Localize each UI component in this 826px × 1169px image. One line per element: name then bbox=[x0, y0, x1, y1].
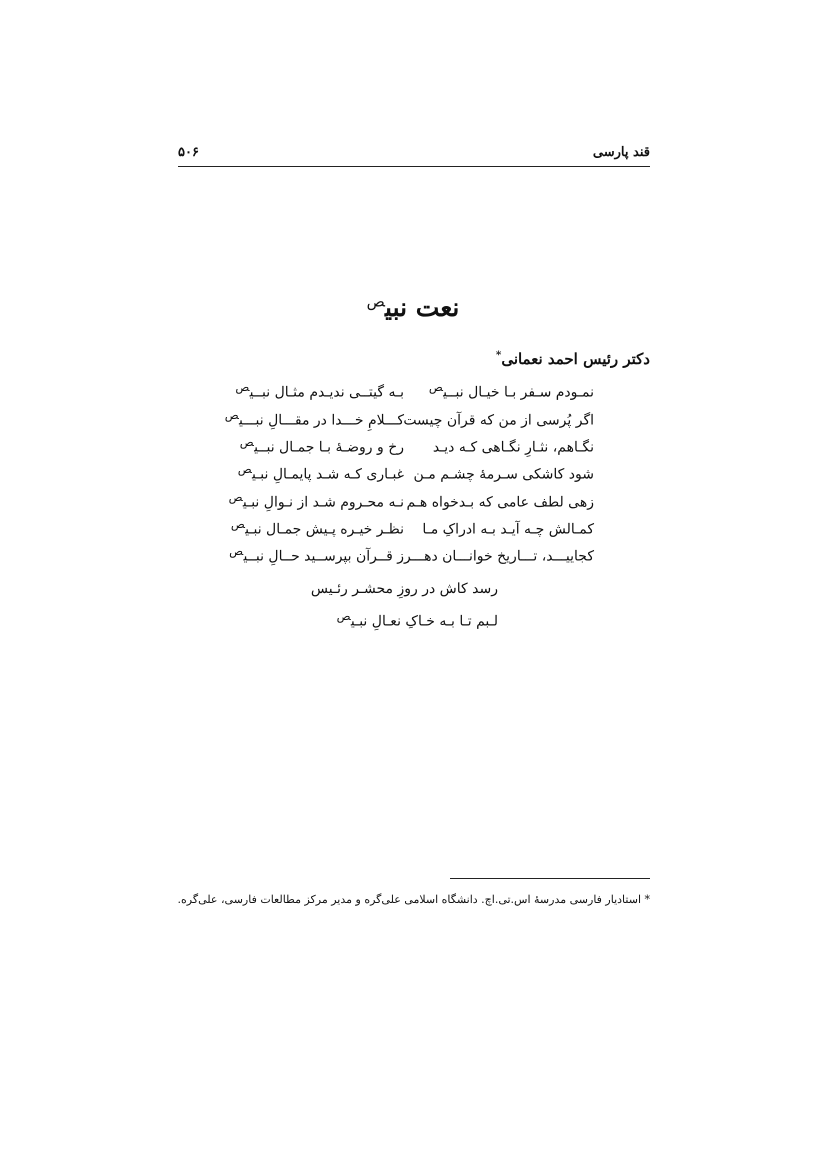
hemistich-second: نـه محـروم شـد از نـوالِ نبـی$^ص$ bbox=[228, 489, 404, 511]
running-title: قند پارسی bbox=[592, 145, 650, 160]
final-couplet bbox=[308, 576, 498, 631]
hemistich-first: نمـودم سـفر بـا خیـال نبــی$^ص$ bbox=[428, 380, 594, 401]
hemistich-first: نگـاهم، نثـارِ نگـاهی کـه دیـد bbox=[432, 439, 594, 456]
couplet bbox=[232, 432, 594, 459]
final-hemistich-first: رسد کاش در روزِ محشـر رئـیس bbox=[310, 581, 498, 597]
poem-title-honorific: ص bbox=[366, 292, 386, 311]
hemistich-second: ز قــرآن بپرســید حــالِ نبــی$^ص$ bbox=[229, 544, 404, 565]
hemistich-first: کجاییـــد، تـــاریخ خوانـــان دهـــر bbox=[404, 548, 594, 565]
couplet bbox=[224, 404, 594, 431]
page-number: ۵۰۶ bbox=[178, 145, 199, 160]
footnote-text: استادیار فارسی مدرسهٔ اس.تی.اچ. دانشگاه اسلامی علی‌گره و مدیر مرکز مطالعات فارسی، علی‌گره. bbox=[177, 893, 641, 906]
hemistich-first: شود کاشکی سـرمهٔ چشـم مـن bbox=[413, 466, 594, 483]
hemistich-first: اگر پُرسی از من که قرآن چیست bbox=[403, 412, 594, 429]
hemistich-second: کـــلامِ خـــدا در مقـــالِ نبـــی$^ص$ bbox=[224, 407, 404, 429]
hemistich-second: غبـاری کـه شـد پایمـالِ نبـی$^ص$ bbox=[237, 462, 404, 483]
couplet bbox=[232, 513, 594, 540]
hemistich-second: نظـر خیـره پـیش جمـال نبـی$^ص$ bbox=[230, 516, 404, 538]
author-name bbox=[496, 350, 650, 368]
hemistich-second: رخ و روضـهٔ بـا جمـال نبــی$^ص$ bbox=[239, 434, 404, 456]
poem-title-text: نعت نبی bbox=[385, 293, 460, 322]
author-footnote-marker: * bbox=[495, 349, 502, 361]
footnote bbox=[178, 893, 650, 906]
final-hemistich-second: لـبم تـا بـه خـاکِ نعـالِ نبـی$^ص$ bbox=[336, 609, 498, 630]
footnote-rule bbox=[450, 878, 650, 879]
poem-body bbox=[224, 377, 594, 568]
header-rule bbox=[178, 166, 650, 167]
couplet bbox=[232, 459, 594, 486]
hemistich-second: بـه گیتــی ندیـدم مثـال نبــی$^ص$ bbox=[235, 380, 404, 401]
hemistich-first: زهی لطف عامی که بـدخواه هـم bbox=[406, 494, 594, 511]
author-name-text: دکتر رئیس احمد نعمانی bbox=[501, 350, 650, 368]
footnote-marker: * bbox=[644, 893, 650, 906]
hemistich-first: کمـالش چـه آیـد بـه ادراکِ مـا bbox=[422, 521, 594, 538]
couplet bbox=[228, 486, 594, 513]
couplet bbox=[232, 377, 594, 404]
poem-title bbox=[0, 293, 826, 322]
couplet bbox=[229, 541, 594, 568]
